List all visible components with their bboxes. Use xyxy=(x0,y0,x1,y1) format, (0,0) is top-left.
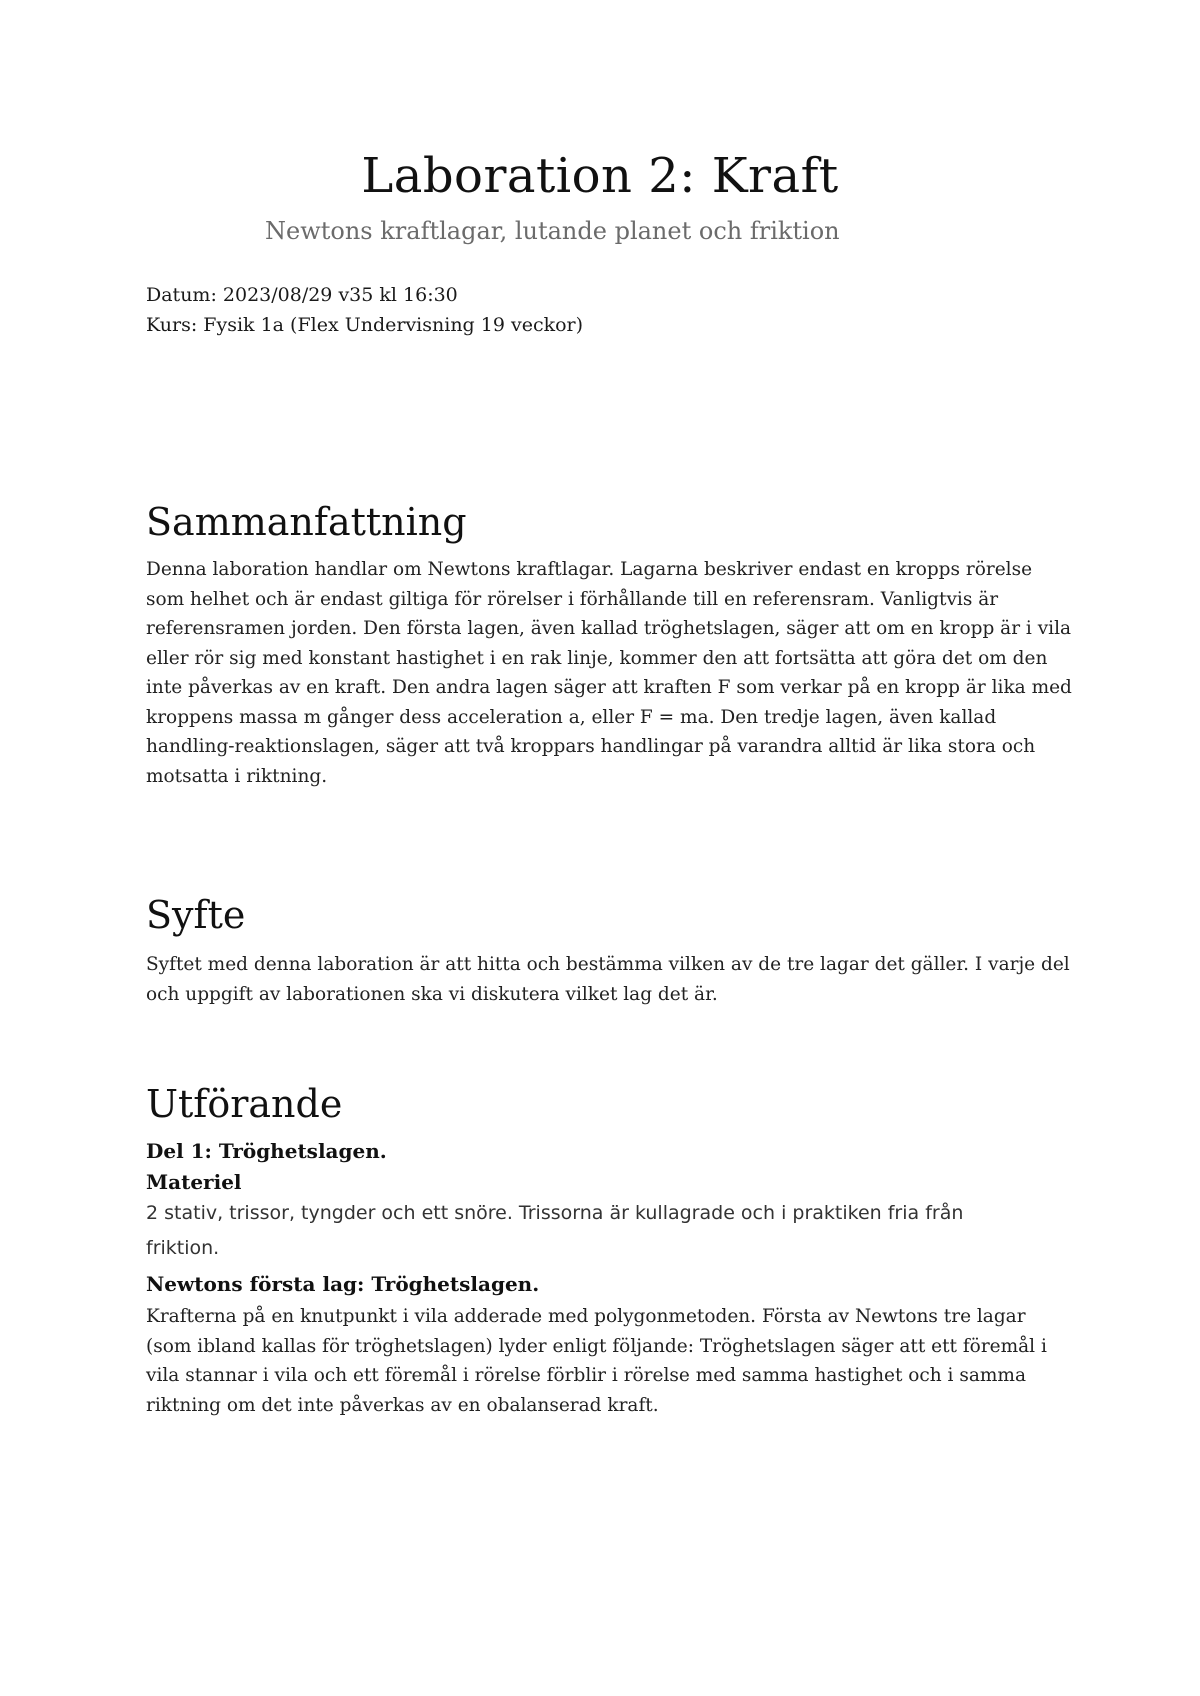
materials-text: 2 stativ, trissor, tyngder och ett snöre. Trissorna är kullagrade och i praktiken fria från friktion. xyxy=(146,1202,964,1259)
procedure-heading: Utförande xyxy=(146,1082,343,1126)
summary-text: Denna laboration handlar om Newtons kraftlagar. Lagarna beskriver endast en kropps rörelse som helhet och är endast giltiga för rörelser i förhållande till en referensram. Vanligtvis är referensramen jorden. Den första lagen, även kallad tröghetslagen, säger att om en kropp är i vila eller rör sig med konstant hastighet i en rak linje, kommer den att fortsätta att göra det om den inte påverkas av en kraft. Den andra lagen säger att kraften F som verkar på en kropp är lika med kroppens massa m gånger dess acceleration a, eller F = ma. Den tredje lagen, även kallad handling-reaktionslagen, säger att två kroppars handlingar på varandra alltid är lika stora och motsatta i riktning. xyxy=(146,559,1072,787)
law-label: Newtons första lag: Tröghetslagen. xyxy=(146,1272,540,1296)
part1-label: Del 1: Tröghetslagen. xyxy=(146,1139,387,1163)
materials-label: Materiel xyxy=(146,1170,242,1194)
document-meta xyxy=(146,280,583,340)
course-line: Kurs: Fysik 1a (Flex Undervisning 19 veckor) xyxy=(146,314,584,336)
law-text: Krafterna på en knutpunkt i vila adderade med polygonmetoden. Första av Newtons tre lagar (som ibland kallas för tröghetslagen) lyder enligt följande: Tröghetslagen säger att ett föremål i vila stannar i vila och ett föremål i rörelse förblir i rörelse med samma hastighet och i samma riktning om det inte påverkas av en obalanserad kraft. xyxy=(146,1306,1047,1416)
document-title: Laboration 2: Kraft xyxy=(361,148,839,204)
date-line: Datum: 2023/08/29 v35 kl 16:30 xyxy=(146,284,458,306)
document-subtitle: Newtons kraftlagar, lutande planet och friktion xyxy=(265,217,840,245)
summary-heading: Sammanfattning xyxy=(146,500,467,544)
purpose-heading: Syfte xyxy=(146,893,246,937)
purpose-text: Syftet med denna laboration är att hitta och bestämma vilken av de tre lagar det gäller. I varje del och uppgift av laborationen ska vi diskutera vilket lag det är. xyxy=(146,954,1070,1005)
